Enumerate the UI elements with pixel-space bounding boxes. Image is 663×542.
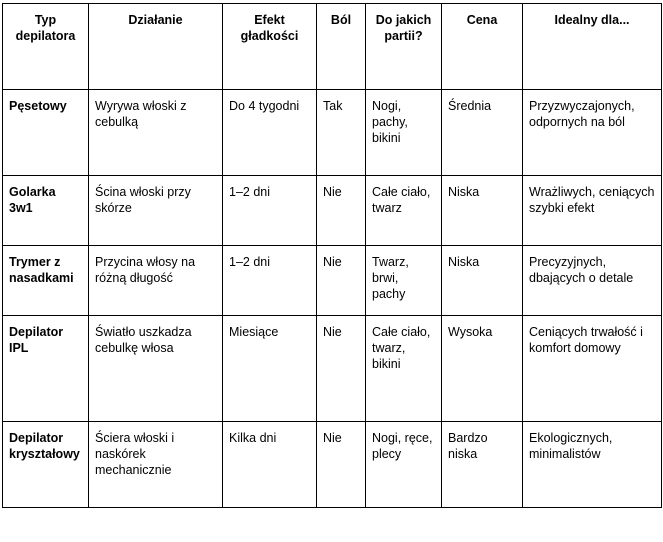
header-row: [3, 4, 662, 90]
table-row: [3, 316, 662, 422]
cell-action: Ściera włoski i naskórek mechanicznie: [89, 422, 223, 508]
cell-price: Bardzo niska: [442, 422, 523, 508]
cell-body-parts: Nogi, pachy, bikini: [366, 90, 442, 176]
cell-smoothness: Do 4 tygodni: [223, 90, 317, 176]
cell-pain: Nie: [317, 246, 366, 316]
cell-ideal-for: Precyzyjnych, dbających o detale: [523, 246, 662, 316]
header-type: Typ depilatora: [3, 4, 89, 90]
cell-smoothness: 1–2 dni: [223, 176, 317, 246]
cell-action: Ścina włoski przy skórze: [89, 176, 223, 246]
cell-body-parts: Całe ciało, twarz: [366, 176, 442, 246]
cell-body-parts: Nogi, ręce, plecy: [366, 422, 442, 508]
cell-action: Światło uszkadza cebulkę włosa: [89, 316, 223, 422]
table-row: [3, 176, 662, 246]
cell-action: Przycina włosy na różną długość: [89, 246, 223, 316]
cell-ideal-for: Wrażliwych, ceniących szybki efekt: [523, 176, 662, 246]
header-price: Cena: [442, 4, 523, 90]
cell-smoothness: 1–2 dni: [223, 246, 317, 316]
table-row: [3, 422, 662, 508]
cell-smoothness: Kilka dni: [223, 422, 317, 508]
cell-type: Depilator IPL: [3, 316, 89, 422]
cell-price: Średnia: [442, 90, 523, 176]
header-body-parts: Do jakich partii?: [366, 4, 442, 90]
cell-smoothness: Miesiące: [223, 316, 317, 422]
cell-type: Golarka 3w1: [3, 176, 89, 246]
cell-pain: Tak: [317, 90, 366, 176]
cell-ideal-for: Ekologicznych, minimalistów: [523, 422, 662, 508]
cell-ideal-for: Przyzwyczajonych, odpornych na ból: [523, 90, 662, 176]
cell-body-parts: Całe ciało, twarz, bikini: [366, 316, 442, 422]
cell-ideal-for: Ceniących trwałość i komfort domowy: [523, 316, 662, 422]
cell-action: Wyrywa włoski z cebulką: [89, 90, 223, 176]
header-smoothness: Efekt gładkości: [223, 4, 317, 90]
cell-price: Wysoka: [442, 316, 523, 422]
cell-price: Niska: [442, 176, 523, 246]
cell-type: Trymer z nasadkami: [3, 246, 89, 316]
cell-price: Niska: [442, 246, 523, 316]
comparison-table: [2, 3, 662, 508]
header-ideal-for: Idealny dla...: [523, 4, 662, 90]
cell-type: Depilator kryształowy: [3, 422, 89, 508]
cell-pain: Nie: [317, 422, 366, 508]
cell-type: Pęsetowy: [3, 90, 89, 176]
cell-pain: Nie: [317, 316, 366, 422]
cell-body-parts: Twarz, brwi, pachy: [366, 246, 442, 316]
cell-pain: Nie: [317, 176, 366, 246]
table-row: [3, 90, 662, 176]
header-action: Działanie: [89, 4, 223, 90]
header-pain: Ból: [317, 4, 366, 90]
table-row: [3, 246, 662, 316]
